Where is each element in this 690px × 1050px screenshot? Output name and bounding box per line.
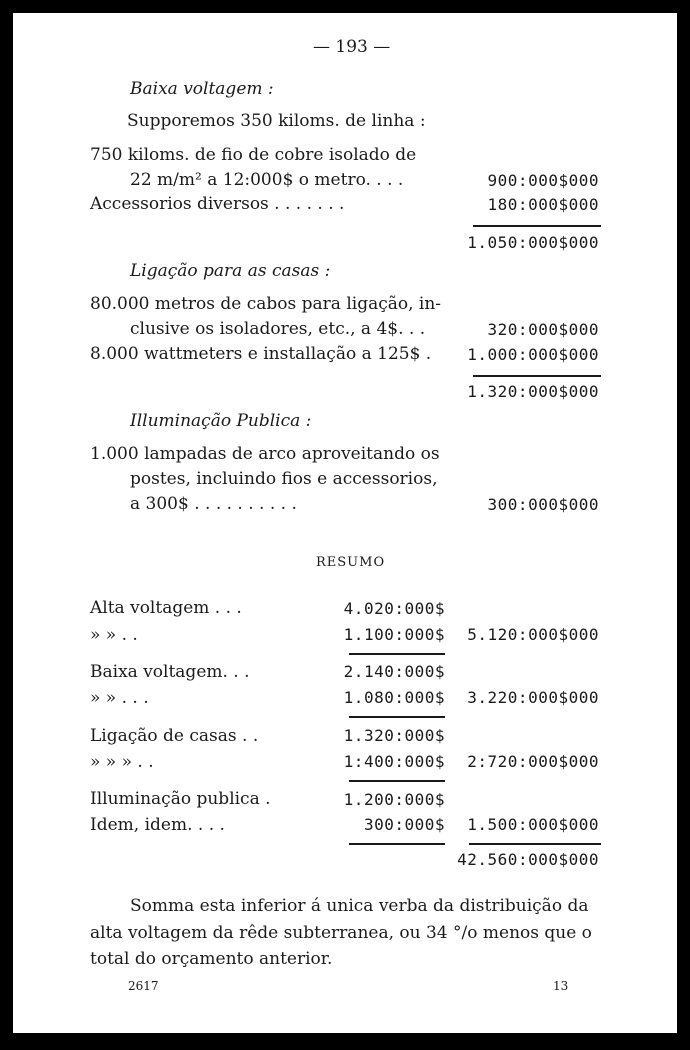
item-value: 320:000$000 (487, 320, 599, 339)
resumo-label: » » . . (90, 625, 138, 645)
resumo-total: 1.500:000$000 (467, 815, 599, 834)
resumo-label: Illuminação publica . (90, 789, 271, 809)
item-line: 1.000 lampadas de arco aproveitando os (90, 444, 440, 464)
footer-print-code: 2617 (128, 979, 159, 993)
subtotal: 1.320:000$000 (467, 382, 599, 401)
resumo-label: Alta voltagem . . . (90, 598, 242, 618)
sum-rule (473, 225, 601, 227)
resumo-total: 2:720:000$000 (467, 752, 599, 771)
resumo-amount: 300:000$ (363, 815, 445, 834)
item-line: a 300$ . . . . . . . . . . (130, 494, 297, 514)
resumo-heading: RESUMO (316, 555, 386, 570)
subtotal: 1.050:000$000 (467, 233, 599, 252)
resumo-label: Idem, idem. . . . (90, 815, 225, 835)
closing-line: total do orçamento anterior. (90, 949, 333, 969)
resumo-amount: 1.320:000$ (343, 726, 445, 745)
footer-signature: 13 (553, 979, 569, 993)
resumo-label: » » . . . (90, 688, 149, 708)
item-line: 22 m/m² a 12:000$ o metro. . . . (130, 170, 404, 190)
sum-rule (473, 375, 601, 377)
resumo-amount: 1.080:000$ (343, 688, 445, 707)
section1-intro: Supporemos 350 kiloms. de linha : (127, 111, 426, 131)
grand-total: 42.560:000$000 (457, 850, 599, 869)
resumo-total: 3.220:000$000 (467, 688, 599, 707)
resumo-amount: 1.200:000$ (343, 790, 445, 809)
resumo-amount: 1.100:000$ (343, 625, 445, 644)
resumo-amount: 4.020:000$ (343, 599, 445, 618)
section-heading-baixa: Baixa voltagem : (130, 79, 274, 99)
sum-rule (469, 843, 601, 845)
item-value: 300:000$000 (487, 495, 599, 514)
resumo-label: » » » . . (90, 752, 154, 772)
resumo-total: 5.120:000$000 (467, 625, 599, 644)
item-value: 900:000$000 (487, 171, 599, 190)
sum-rule (349, 716, 445, 718)
page-number: — 193 — (313, 37, 391, 57)
resumo-label: Ligação de casas . . (90, 726, 259, 746)
section-heading-illuminacao: Illuminação Publica : (130, 411, 312, 431)
item-line: postes, incluindo fios e accessorios, (130, 469, 438, 489)
section-heading-ligacao: Ligação para as casas : (130, 261, 331, 281)
sum-rule (349, 653, 445, 655)
item-line: clusive os isoladores, etc., a 4$. . . (130, 319, 426, 339)
resumo-amount: 1:400:000$ (343, 752, 445, 771)
sum-rule (349, 780, 445, 782)
sum-rule (349, 843, 445, 845)
resumo-label: Baixa voltagem. . . (90, 662, 250, 682)
item-value: 1.000:000$000 (467, 345, 599, 364)
item-line: Accessorios diversos . . . . . . . (90, 194, 345, 214)
item-line: 8.000 wattmeters e installação a 125$ . (90, 344, 432, 364)
item-value: 180:000$000 (487, 195, 599, 214)
item-line: 750 kiloms. de fio de cobre isolado de (90, 145, 417, 165)
page (13, 13, 677, 1033)
closing-line: alta voltagem da rêde subterranea, ou 34 °/o menos que o (90, 923, 592, 943)
resumo-amount: 2.140:000$ (343, 662, 445, 681)
closing-line: Somma esta inferior á unica verba da distribuição da (130, 896, 589, 916)
item-line: 80.000 metros de cabos para ligação, in- (90, 294, 442, 314)
